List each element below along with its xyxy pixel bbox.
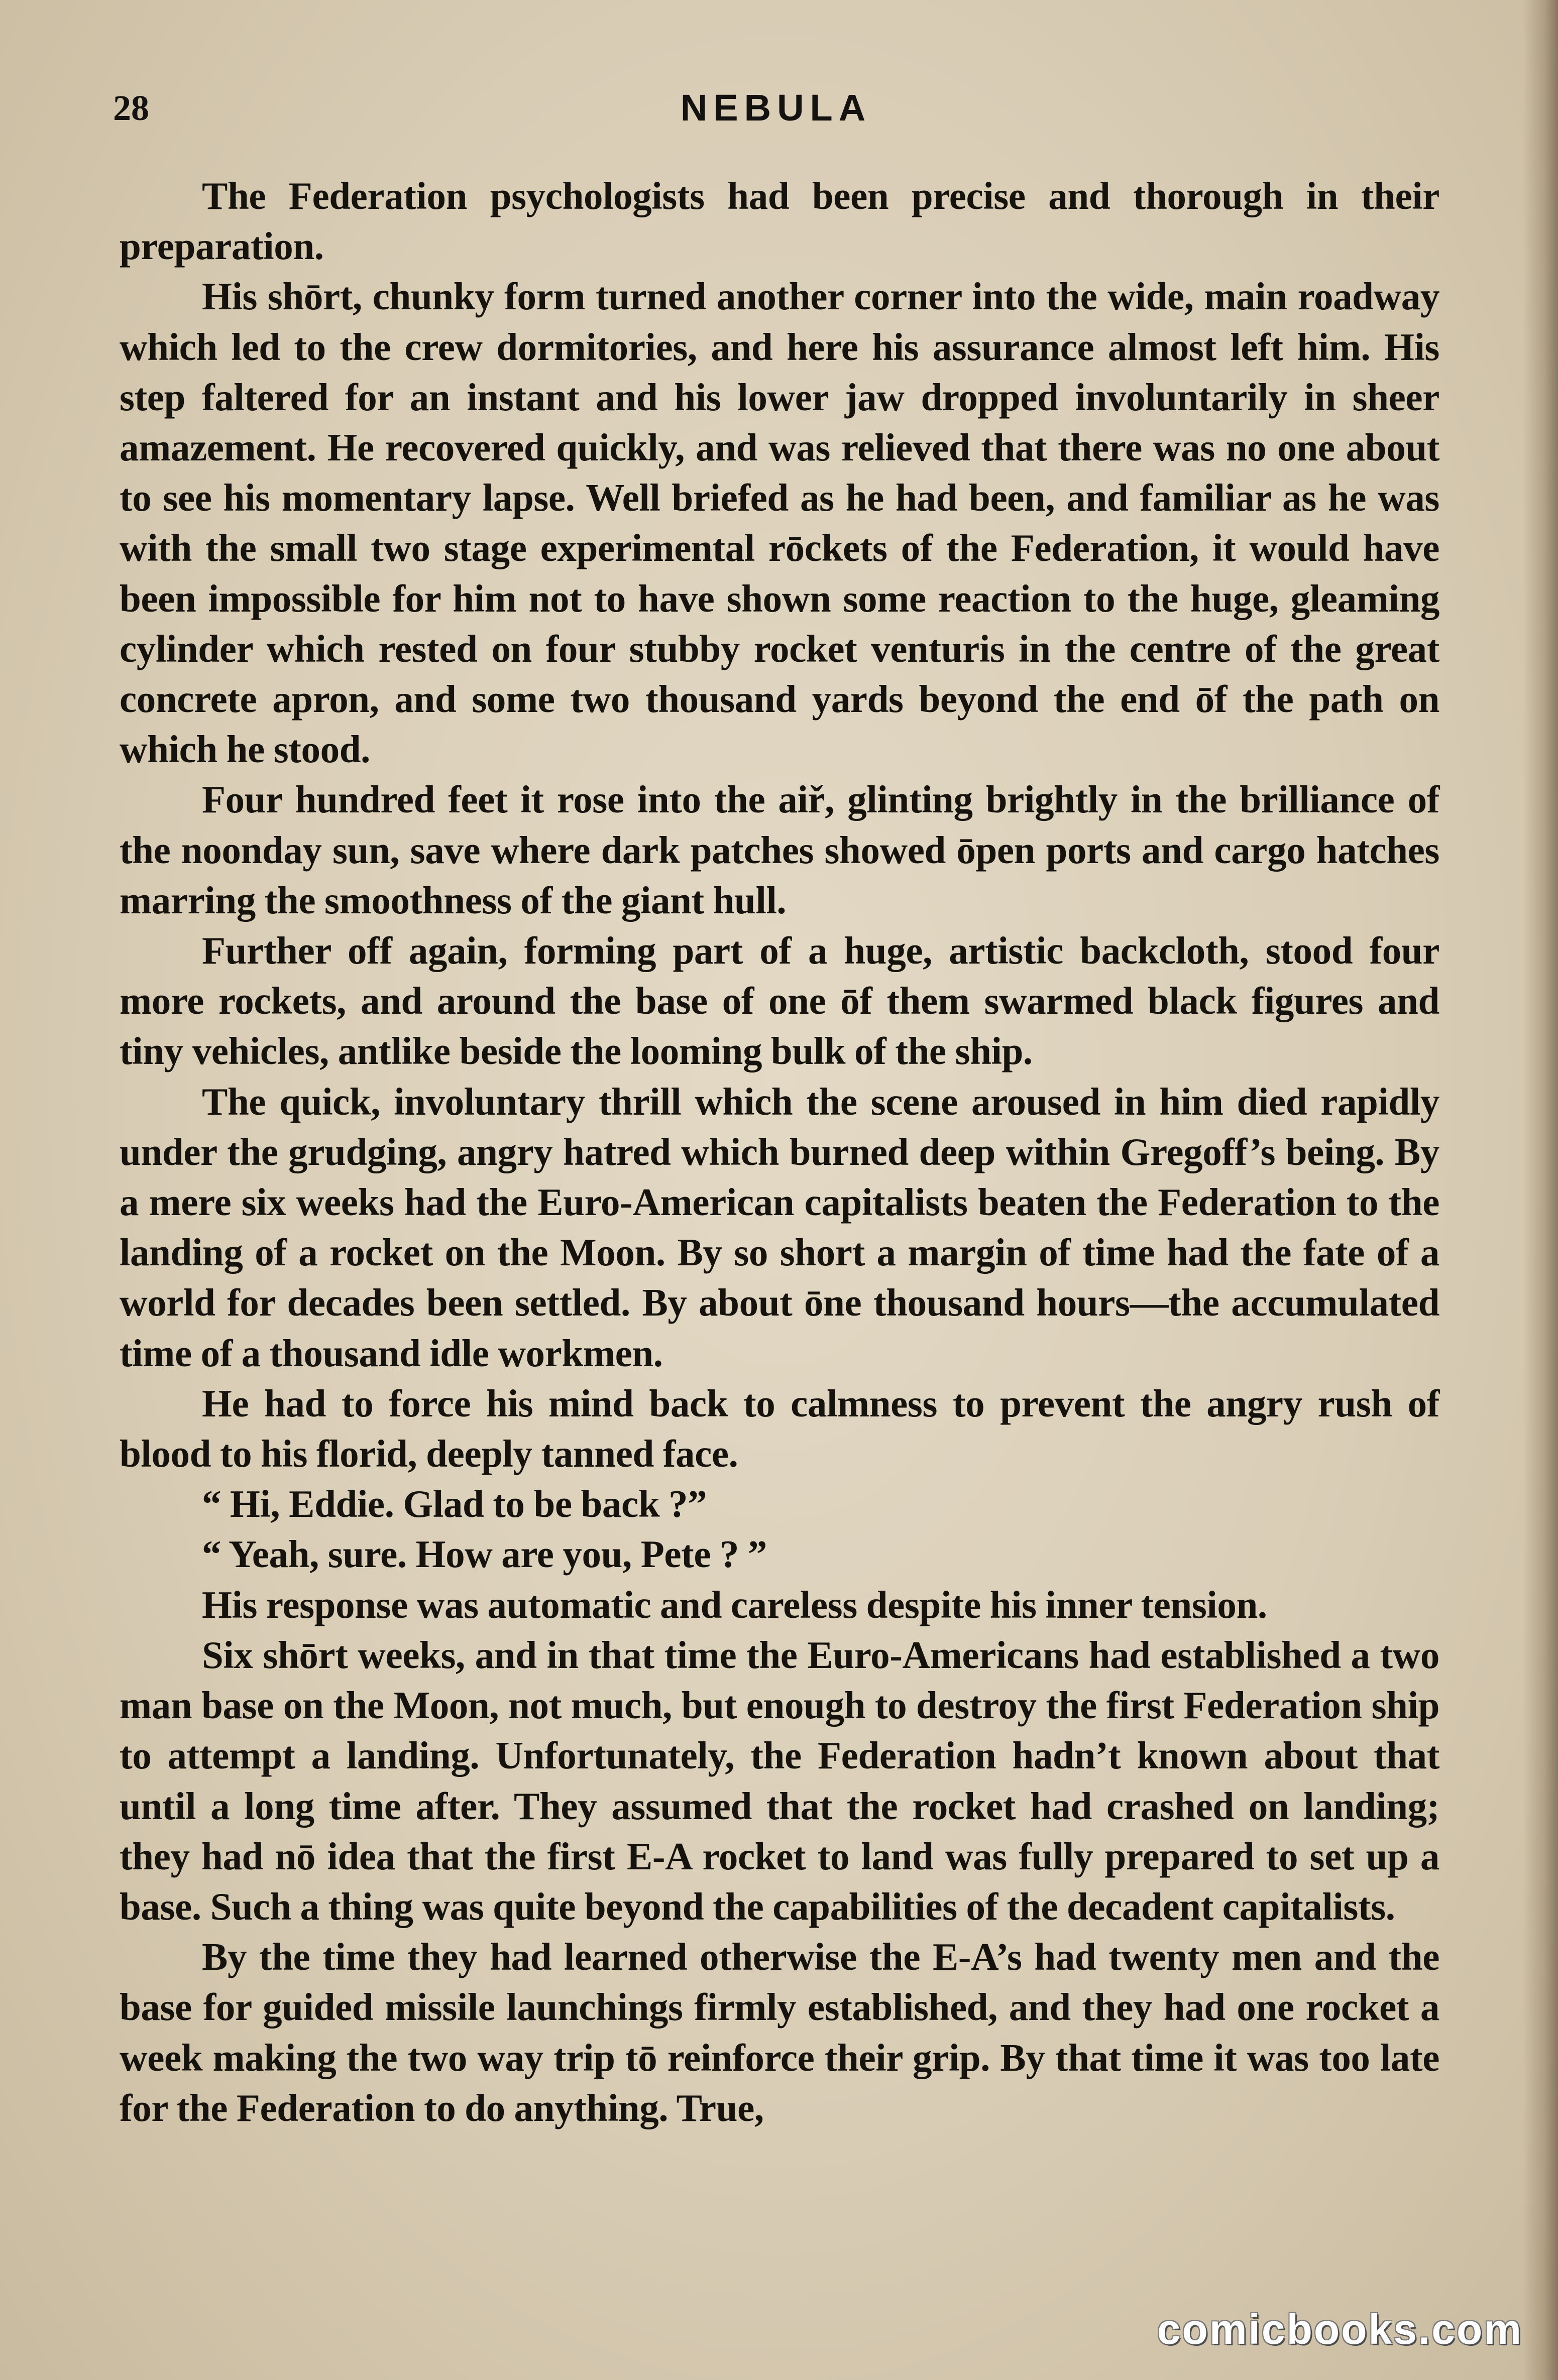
paragraph: He had to force his mind back to calmness to prevent the angry rush of blood to his florid, deeply tanned face. xyxy=(120,1381,1439,1476)
paragraph: Further off again, forming part of a huge, artistic backcloth, stood four more rockets, and around the base of one ōf them swarmed black figures and tiny vehicles, antlike beside the looming bulk of the ship. xyxy=(120,929,1439,1073)
paragraph: Four hundred feet it rose into the aiř, glinting brightly in the brilliance of the noonday sun, save where dark patches showed ōpen ports and cargo hatches marring the smoothness of the giant hull. xyxy=(120,778,1439,922)
paragraph: By the time they had learned otherwise the E-A’s had twenty men and the base for guided missile launchings firmly established, and they had one rocket a week making the two way trip tō reinforce their grip. By that time it was too late for the Federation to do anything. True, xyxy=(120,1935,1439,2129)
running-head-title: NEBULA xyxy=(680,87,872,129)
paragraph: His response was automatic and careless despite his inner tension. xyxy=(202,1583,1267,1626)
paragraph: The Federation psychologists had been precise and thorough in their preparation. xyxy=(120,174,1439,268)
dialogue-line: “ Hi, Eddie. Glad to be back ?” xyxy=(202,1482,707,1526)
paragraph: His shōrt, chunky form turned another corner into the wide, main roadway which led to the crew dormitories, and here his assurance almost left him. His step faltered for an instant and his lower jaw dropped involuntarily in sheer amazement. He recovered quickly, and was relieved that there was no one about to see his momentary lapse. Well briefed as he had been, and familiar as he was with the small two stage experimental rōckets of the Federation, it would have been impossible for him not to have shown some reaction to the huge, gleaming cylinder which rested on four stubby rocket venturis in the centre of the great concrete apron, and some two thousand yards beyond the end ōf the path on which he stood. xyxy=(120,275,1439,771)
paragraph: Six shōrt weeks, and in that time the Euro-Americans had established a two man base on the Moon, not much, but enough to destroy the first Federation ship to attempt a landing. Unfortunately, the Federation hadn’t known about that until a long time after. They assumed that the rocket had crashed on landing; they had nō idea that the first E-A rocket to land was fully prepared to set up a base. Such a thing was quite beyond the capabilities of the decadent capitalists. xyxy=(120,1633,1439,1928)
page-header xyxy=(113,80,1439,136)
watermark: comicbooks.com xyxy=(1157,2306,1523,2353)
page-number: 28 xyxy=(113,88,149,128)
body-text xyxy=(120,171,1439,2133)
paragraph: The quick, involuntary thrill which the scene aroused in him died rapidly under the grudging, angry hatred which burned deep within Gregoff’s being. By a mere six weeks had the Euro-American capitalists beaten the Federation to the landing of a rocket on the Moon. By so short a margin of time had the fate of a world for decades been settled. By about ōne thousand hours—the accumulated time of a thousand idle workmen. xyxy=(120,1080,1439,1375)
dialogue-line: “ Yeah, sure. How are you, Pete ? ” xyxy=(202,1532,767,1576)
page-edge-shadow xyxy=(1523,0,1558,2380)
